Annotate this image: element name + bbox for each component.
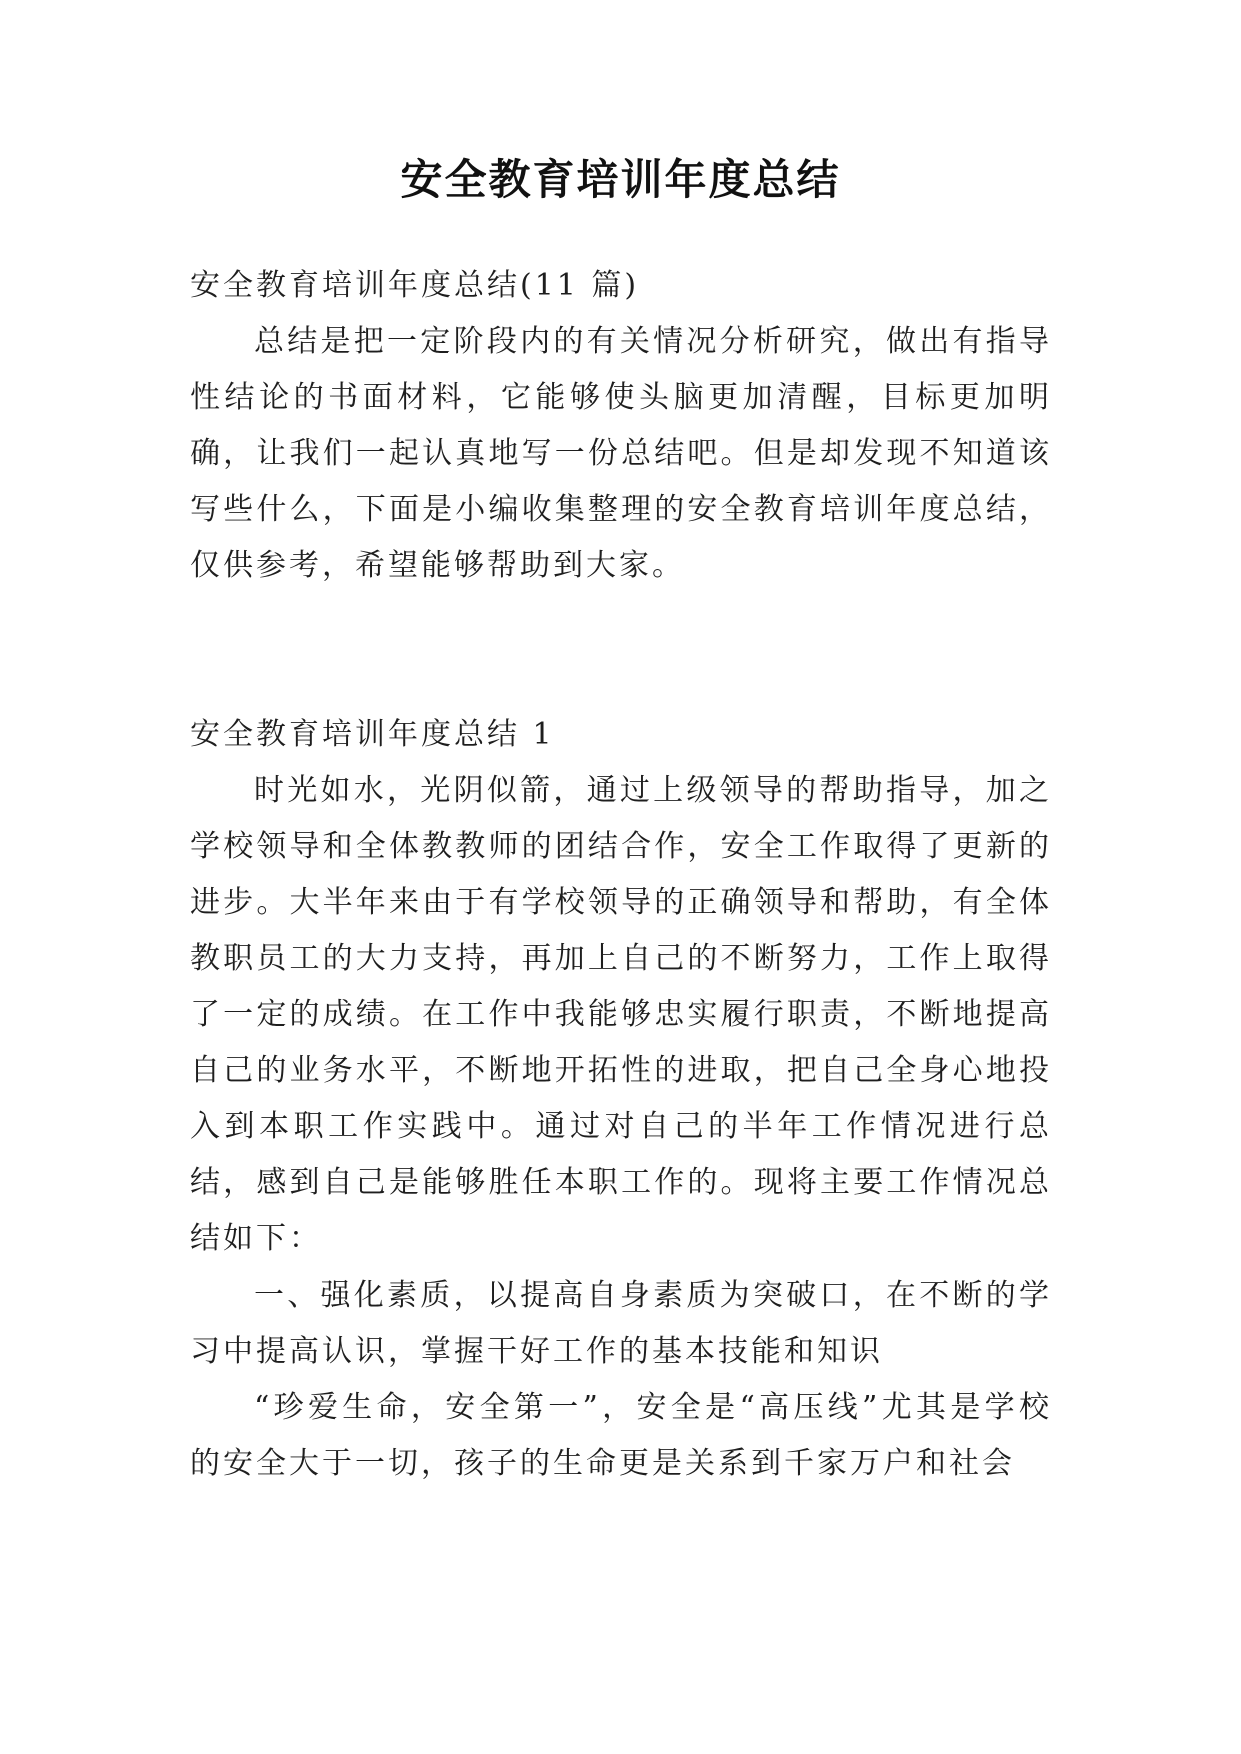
document-subtitle: 安全教育培训年度总结(11 篇) <box>190 268 640 303</box>
body-paragraph: “珍爱生命，安全第一”，安全是“高压线”尤其是学校的安全大于一切，孩子的生命更是关系到千家万户和社会 <box>190 1390 1052 1481</box>
document-title: 安全教育培训年度总结 <box>400 155 841 204</box>
section-point: 一、强化素质，以提高自身素质为突破口，在不断的学习中提高认识，掌握干好工作的基本技能和知识 <box>190 1278 1052 1369</box>
body-paragraph: 时光如水，光阴似箭，通过上级领导的帮助指导，加之学校领导和全体教教师的团结合作，安全工作取得了更新的进步。大半年来由于有学校领导的正确领导和帮助，有全体教职员工的大力支持，再加上自己的不断努力，工作上取得了一定的成绩。在工作中我能够忠实履行职责，不断地提高自己的业务水平，不断地开拓性的进取，把自己全身心地投入到本职工作实践中。通过对自己的半年工作情况进行总结，感到自己是能够胜任本职工作的。现将主要工作情况总结如下： <box>190 773 1052 1256</box>
intro-paragraph: 总结是把一定阶段内的有关情况分析研究，做出有指导性结论的书面材料，它能够使头脑更加清醒，目标更加明确，让我们一起认真地写一份总结吧。但是却发现不知道该写些什么，下面是小编收集整理的安全教育培训年度总结，仅供参考，希望能够帮助到大家。 <box>190 324 1052 583</box>
section-heading: 安全教育培训年度总结 1 <box>190 717 555 752</box>
